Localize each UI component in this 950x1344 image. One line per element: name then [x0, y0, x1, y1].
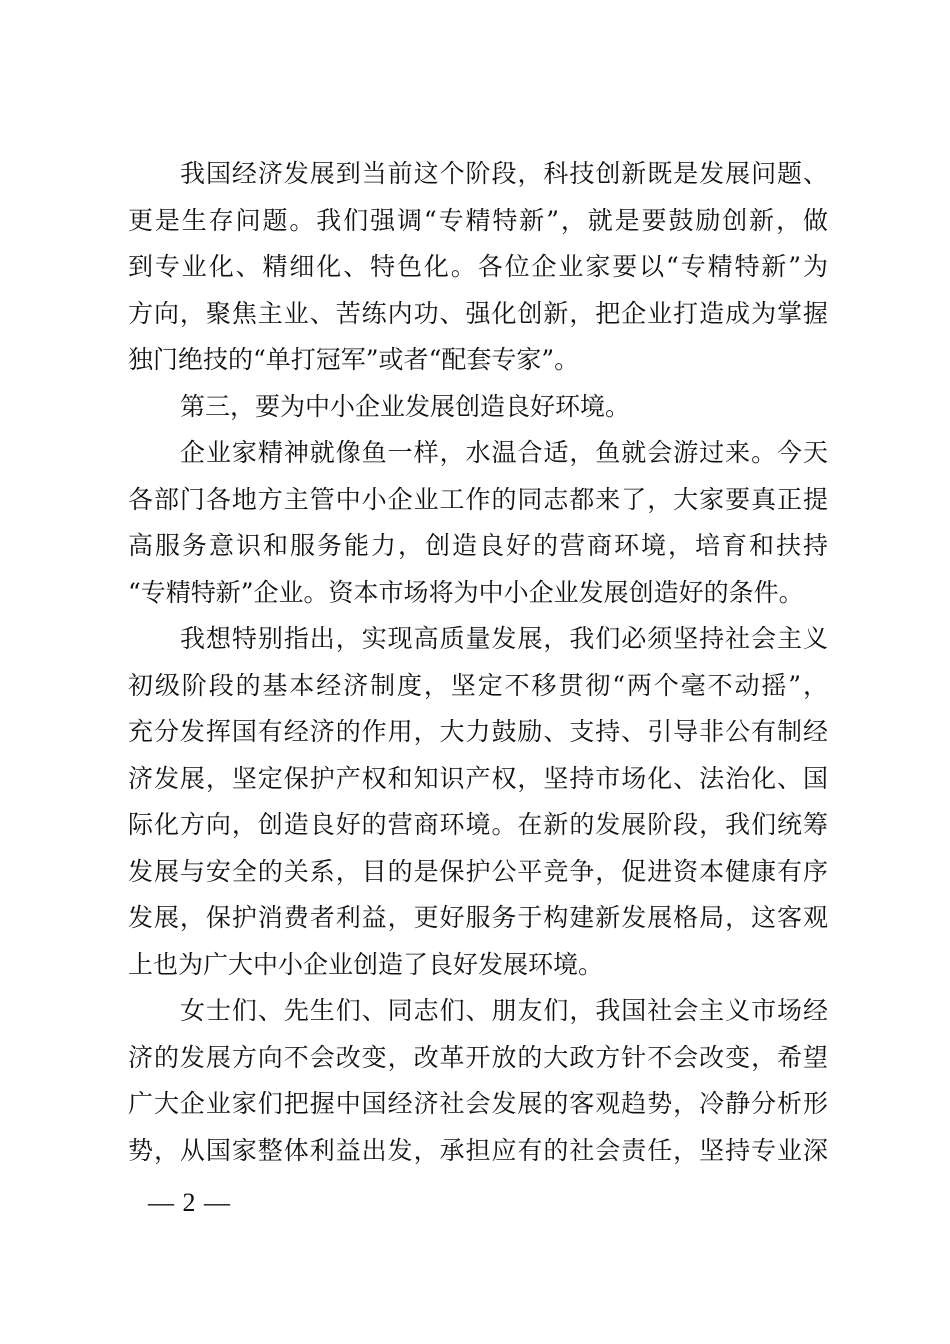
text-line: 到专业化、精细化、特色化。各位企业家要以“专精特新”为 — [128, 252, 828, 281]
text-line: 广大企业家们把握中国经济社会发展的客观趋势，冷静分析形 — [128, 1089, 828, 1118]
text-line: 济发展，坚定保护产权和知识产权，坚持市场化、法治化、国 — [128, 763, 828, 793]
text-line: 方向，聚焦主业、苦练内功、强化创新，把企业打造成为掌握 — [128, 298, 828, 328]
text-line: 我想特别指出，实现高质量发展，我们必须坚持社会主义 — [180, 624, 828, 653]
body-text — [128, 151, 828, 1174]
text-line: 初级阶段的基本经济制度，坚定不移贯彻“两个毫不动摇”， — [128, 670, 828, 700]
text-line: 际化方向，创造良好的营商环境。在新的发展阶段，我们统筹 — [128, 810, 828, 839]
text-line: 充分发挥国有经济的作用，大力鼓励、支持、引导非公有制经 — [128, 717, 828, 746]
text-line: 更是生存问题。我们强调“专精特新”，就是要鼓励创新，做 — [128, 205, 828, 235]
text-line: 各部门各地方主管中小企业工作的同志都来了，大家要真正提 — [128, 484, 828, 514]
text-line: 第三，要为中小企业发展创造良好环境。 — [180, 391, 631, 421]
text-line: 女士们、先生们、同志们、朋友们，我国社会主义市场经 — [180, 996, 828, 1025]
text-line: 我国经济发展到当前这个阶段，科技创新既是发展问题、 — [180, 159, 828, 188]
text-line: 独门绝技的“单打冠军”或者“配套专家”。 — [128, 345, 580, 374]
text-line: 上也为广大中小企业创造了良好发展环境。 — [128, 949, 604, 979]
text-line: 高服务意识和服务能力，创造良好的营商环境，培育和扶持 — [128, 531, 828, 560]
text-line: “专精特新”企业。资本市场将为中小企业发展创造好的条件。 — [128, 577, 804, 607]
paragraph — [128, 616, 828, 988]
text-line: 济的发展方向不会改变，改革开放的大政方针不会改变，希望 — [128, 1042, 828, 1072]
text-line: 势，从国家整体利益出发，承担应有的社会责任，坚持专业深 — [128, 1135, 828, 1165]
paragraph — [128, 988, 828, 1174]
text-line: 发展，保护消费者利益，更好服务于构建新发展格局，这客观 — [128, 903, 828, 932]
paragraph — [128, 430, 828, 616]
paragraph — [128, 151, 828, 384]
page-number: — 2 — — [148, 1188, 231, 1217]
text-line: 发展与安全的关系，目的是保护公平竞争，促进资本健康有序 — [128, 856, 828, 886]
section-heading — [128, 384, 828, 431]
text-line: 企业家精神就像鱼一样，水温合适，鱼就会游过来。今天 — [180, 438, 828, 467]
